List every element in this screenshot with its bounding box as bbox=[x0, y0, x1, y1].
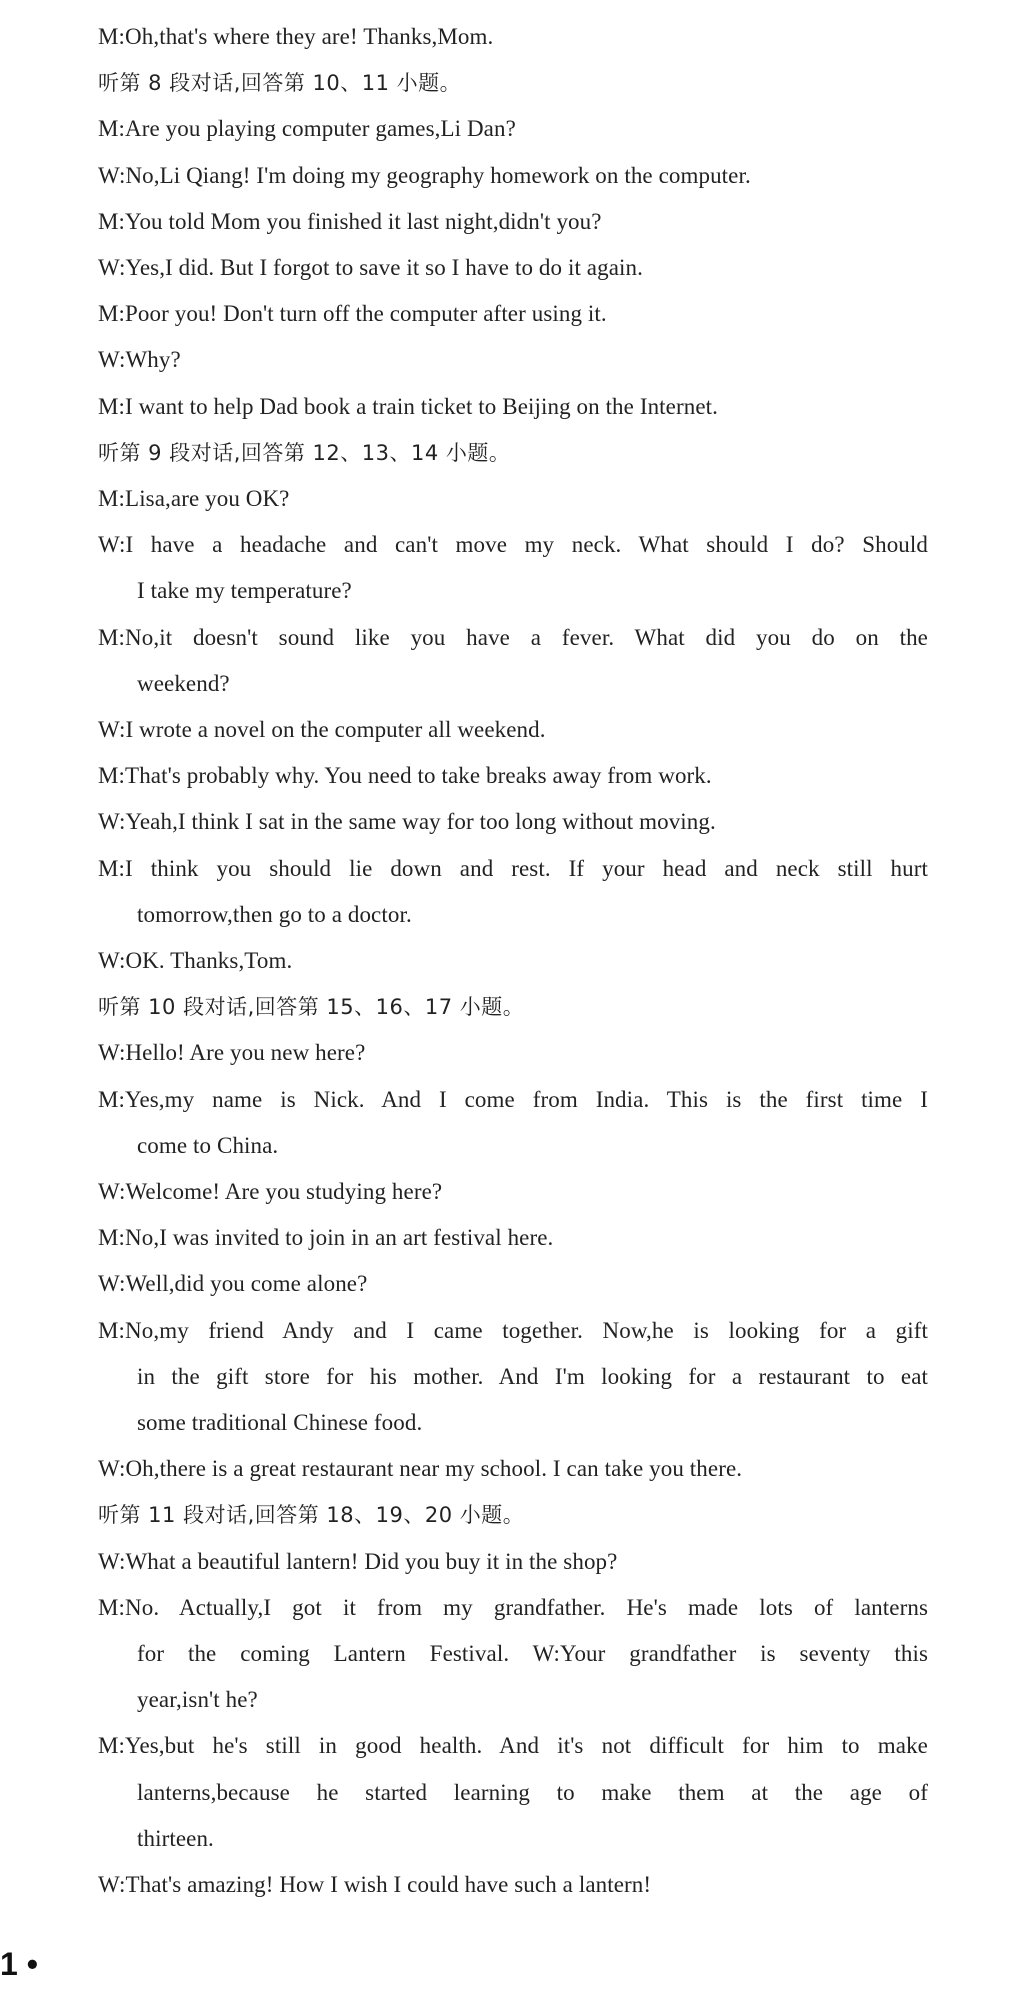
dialogue-line-continuation: come to China. bbox=[137, 1132, 279, 1158]
dialogue-line: W:I wrote a novel on the computer all weekend. bbox=[98, 717, 546, 742]
dialogue-line: M:I think you should lie down and rest. If your head and neck still hurt bbox=[98, 855, 928, 881]
section-heading: 听第 11 段对话,回答第 18、19、20 小题。 bbox=[98, 1503, 525, 1528]
dialogue-line-continuation: thirteen. bbox=[137, 1825, 214, 1851]
dialogue-line: M:You told Mom you finished it last night,didn't you? bbox=[98, 208, 602, 234]
dialogue-line-continuation: some traditional Chinese food. bbox=[137, 1410, 423, 1435]
dialogue-line-continuation: year,isn't he? bbox=[137, 1687, 258, 1713]
dialogue-line-continuation: tomorrow,then go to a doctor. bbox=[137, 901, 412, 927]
dialogue-line: W:Oh,there is a great restaurant near my school. I can take you there. bbox=[98, 1456, 743, 1482]
dialogue-line-continuation: lanterns,because he started learning to make them at the age of bbox=[137, 1779, 928, 1805]
dialogue-line: M:No,it doesn't sound like you have a fever. What did you do on the bbox=[98, 624, 928, 650]
dialogue-line: W:I have a headache and can't move my neck. What should I do? Should bbox=[98, 532, 928, 558]
dialogue-line: M:No,I was invited to join in an art festival here. bbox=[98, 1225, 554, 1251]
dialogue-line-continuation: for the coming Lantern Festival. W:Your grandfather is seventy this bbox=[137, 1641, 928, 1666]
dialogue-line: W:Welcome! Are you studying here? bbox=[98, 1179, 443, 1204]
dialogue-line-continuation: weekend? bbox=[137, 670, 230, 696]
dialogue-line: M:No. Actually,I got it from my grandfather. He's made lots of lanterns bbox=[98, 1594, 928, 1620]
page-number: 1 • bbox=[0, 1946, 38, 1982]
dialogue-line: W:Yes,I did. But I forgot to save it so I have to do it again. bbox=[98, 255, 643, 280]
dialogue-line-continuation: in the gift store for his mother. And I'm looking for a restaurant to eat bbox=[137, 1363, 928, 1389]
dialogue-line: W:No,Li Qiang! I'm doing my geography homework on the computer. bbox=[98, 162, 751, 188]
dialogue-line: M:No,my friend Andy and I came together. Now,he is looking for a gift bbox=[98, 1317, 928, 1343]
section-heading: 听第 10 段对话,回答第 15、16、17 小题。 bbox=[98, 995, 525, 1020]
dialogue-line: W:Hello! Are you new here? bbox=[98, 1040, 366, 1066]
dialogue-line: M:Poor you! Don't turn off the computer after using it. bbox=[98, 301, 607, 327]
section-heading: 听第 8 段对话,回答第 10、11 小题。 bbox=[98, 71, 462, 96]
dialogue-line: W:OK. Thanks,Tom. bbox=[98, 948, 293, 973]
dialogue-line: W:Yeah,I think I sat in the same way for too long without moving. bbox=[98, 809, 716, 835]
dialogue-line: M:I want to help Dad book a train ticket to Beijing on the Internet. bbox=[98, 393, 718, 419]
dialogue-line: W:That's amazing! How I wish I could have such a lantern! bbox=[98, 1872, 652, 1897]
dialogue-line: W:What a beautiful lantern! Did you buy it in the shop? bbox=[98, 1548, 618, 1574]
dialogue-line: M:Oh,that's where they are! Thanks,Mom. bbox=[98, 24, 494, 49]
dialogue-line: M:Yes,but he's still in good health. And it's not difficult for him to make bbox=[98, 1733, 928, 1759]
section-heading: 听第 9 段对话,回答第 12、13、14 小题。 bbox=[98, 440, 511, 465]
dialogue-line: W:Well,did you come alone? bbox=[98, 1271, 368, 1297]
dialogue-line: M:Lisa,are you OK? bbox=[98, 486, 290, 511]
dialogue-line: M:That's probably why. You need to take breaks away from work. bbox=[98, 763, 712, 789]
dialogue-line: M:Are you playing computer games,Li Dan? bbox=[98, 116, 516, 142]
dialogue-line: M:Yes,my name is Nick. And I come from India. This is the first time I bbox=[98, 1086, 928, 1112]
dialogue-line-continuation: I take my temperature? bbox=[137, 578, 352, 604]
dialogue-line: W:Why? bbox=[98, 347, 181, 373]
